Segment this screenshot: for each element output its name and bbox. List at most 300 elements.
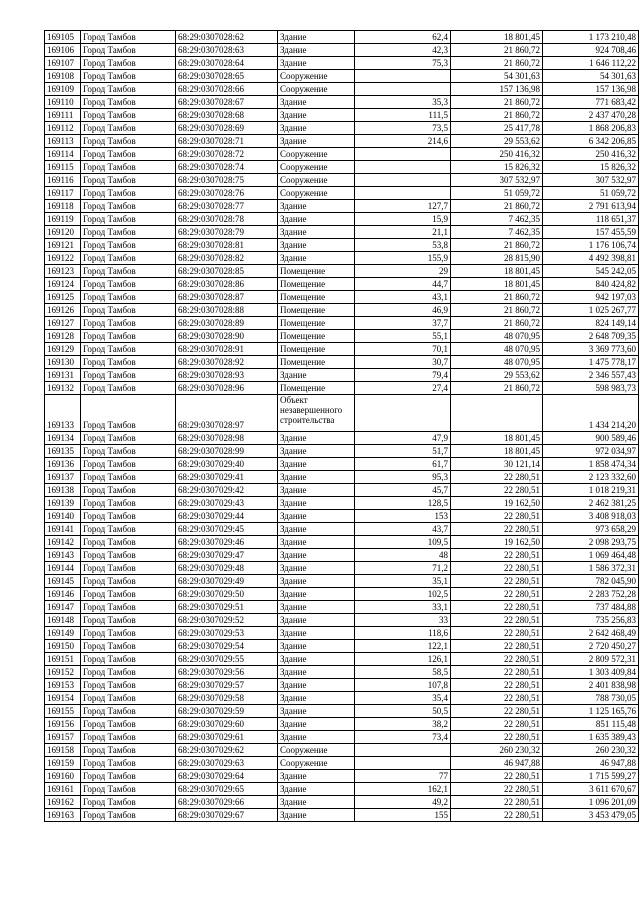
object-type-cell: Сооружение — [278, 757, 355, 770]
object-type-cell: Сооружение — [278, 744, 355, 757]
cadastral-value-cell: 840 424,82 — [543, 278, 639, 291]
row-number-cell: 169158 — [45, 744, 81, 757]
specific-value-cell: 54 301,63 — [451, 70, 543, 83]
city-name-cell: Город Тамбов — [81, 510, 176, 523]
specific-value-cell: 21 860,72 — [451, 317, 543, 330]
table-body — [45, 31, 639, 822]
object-type-cell: Здание — [278, 44, 355, 57]
cadastral-number-cell: 68:29:0307029:59 — [176, 705, 278, 718]
cadastral-number-cell: 68:29:0307028:93 — [176, 369, 278, 382]
cadastral-value-cell: 737 484,88 — [543, 601, 639, 614]
cadastral-number-cell: 68:29:0307028:78 — [176, 213, 278, 226]
specific-value-cell: 21 860,72 — [451, 200, 543, 213]
object-type-cell: Здание — [278, 31, 355, 44]
row-number-cell: 169136 — [45, 458, 81, 471]
specific-value-cell: 29 553,62 — [451, 135, 543, 148]
cadastral-value-cell: 924 708,46 — [543, 44, 639, 57]
object-type-cell: Здание — [278, 627, 355, 640]
city-name-cell: Город Тамбов — [81, 809, 176, 822]
specific-value-cell: 48 070,95 — [451, 343, 543, 356]
specific-value-cell: 21 860,72 — [451, 57, 543, 70]
cadastral-value-cell: 782 045,90 — [543, 575, 639, 588]
specific-value-cell: 22 280,51 — [451, 471, 543, 484]
cadastral-value-cell: 157 455,59 — [543, 226, 639, 239]
cadastral-number-cell: 68:29:0307028:91 — [176, 343, 278, 356]
cadastral-value-cell: 1 646 112,22 — [543, 57, 639, 70]
object-type-cell: Здание — [278, 484, 355, 497]
table-row — [45, 666, 639, 679]
city-name-cell: Город Тамбов — [81, 174, 176, 187]
row-number-cell: 169156 — [45, 718, 81, 731]
table-row — [45, 148, 639, 161]
area-value-cell: 45,7 — [355, 484, 451, 497]
object-type-cell: Помещение — [278, 343, 355, 356]
specific-value-cell: 18 801,45 — [451, 31, 543, 44]
row-number-cell: 169113 — [45, 135, 81, 148]
object-type-cell: Здание — [278, 510, 355, 523]
specific-value-cell: 28 815,90 — [451, 252, 543, 265]
cadastral-number-cell: 68:29:0307029:49 — [176, 575, 278, 588]
city-name-cell: Город Тамбов — [81, 757, 176, 770]
cadastral-value-cell: 46 947,88 — [543, 757, 639, 770]
area-value-cell — [355, 148, 451, 161]
city-name-cell: Город Тамбов — [81, 601, 176, 614]
cadastral-value-cell: 1 018 219,31 — [543, 484, 639, 497]
city-name-cell: Город Тамбов — [81, 653, 176, 666]
row-number-cell: 169123 — [45, 265, 81, 278]
city-name-cell: Город Тамбов — [81, 614, 176, 627]
city-name-cell: Город Тамбов — [81, 70, 176, 83]
cadastral-number-cell: 68:29:0307028:64 — [176, 57, 278, 70]
object-type-cell: Помещение — [278, 330, 355, 343]
object-type-cell: Здание — [278, 640, 355, 653]
cadastral-number-cell: 68:29:0307028:75 — [176, 174, 278, 187]
cadastral-number-cell: 68:29:0307029:47 — [176, 549, 278, 562]
city-name-cell: Город Тамбов — [81, 187, 176, 200]
cadastral-number-cell: 68:29:0307028:87 — [176, 291, 278, 304]
row-number-cell: 169130 — [45, 356, 81, 369]
row-number-cell: 169144 — [45, 562, 81, 575]
cadastral-value-cell: 2 401 838,98 — [543, 679, 639, 692]
cadastral-value-cell: 1 069 464,48 — [543, 549, 639, 562]
area-value-cell — [355, 83, 451, 96]
cadastral-number-cell: 68:29:0307029:50 — [176, 588, 278, 601]
city-name-cell: Город Тамбов — [81, 627, 176, 640]
table-row — [45, 83, 639, 96]
cadastral-value-cell: 3 369 773,60 — [543, 343, 639, 356]
object-type-cell: Здание — [278, 523, 355, 536]
row-number-cell: 169134 — [45, 432, 81, 445]
cadastral-value-cell: 250 416,32 — [543, 148, 639, 161]
table-row — [45, 627, 639, 640]
object-type-cell: Здание — [278, 200, 355, 213]
cadastral-number-cell: 68:29:0307028:68 — [176, 109, 278, 122]
cadastral-value-cell: 2 098 293,75 — [543, 536, 639, 549]
specific-value-cell: 22 280,51 — [451, 510, 543, 523]
cadastral-value-cell: 1 303 409,84 — [543, 666, 639, 679]
table-row — [45, 213, 639, 226]
specific-value-cell: 22 280,51 — [451, 731, 543, 744]
table-row — [45, 304, 639, 317]
cadastral-number-cell: 68:29:0307029:65 — [176, 783, 278, 796]
row-number-cell: 169140 — [45, 510, 81, 523]
cadastral-value-cell: 157 136,98 — [543, 83, 639, 96]
row-number-cell: 169127 — [45, 317, 81, 330]
city-name-cell: Город Тамбов — [81, 549, 176, 562]
specific-value-cell: 21 860,72 — [451, 304, 543, 317]
area-value-cell: 37,7 — [355, 317, 451, 330]
area-value-cell: 55,1 — [355, 330, 451, 343]
row-number-cell: 169108 — [45, 70, 81, 83]
cadastral-number-cell: 68:29:0307028:86 — [176, 278, 278, 291]
city-name-cell: Город Тамбов — [81, 731, 176, 744]
area-value-cell: 118,6 — [355, 627, 451, 640]
object-type-cell: Помещение — [278, 317, 355, 330]
cadastral-number-cell: 68:29:0307029:62 — [176, 744, 278, 757]
cadastral-number-cell: 68:29:0307029:41 — [176, 471, 278, 484]
object-type-cell: Здание — [278, 718, 355, 731]
specific-value-cell: 157 136,98 — [451, 83, 543, 96]
cadastral-number-cell: 68:29:0307028:98 — [176, 432, 278, 445]
cadastral-number-cell: 68:29:0307029:63 — [176, 757, 278, 770]
row-number-cell: 169120 — [45, 226, 81, 239]
row-number-cell: 169138 — [45, 484, 81, 497]
table-row — [45, 640, 639, 653]
cadastral-number-cell: 68:29:0307028:72 — [176, 148, 278, 161]
city-name-cell: Город Тамбов — [81, 356, 176, 369]
cadastral-number-cell: 68:29:0307028:88 — [176, 304, 278, 317]
cadastral-number-cell: 68:29:0307028:62 — [176, 31, 278, 44]
table-row — [45, 614, 639, 627]
table-row — [45, 70, 639, 83]
specific-value-cell: 21 860,72 — [451, 382, 543, 395]
area-value-cell — [355, 757, 451, 770]
row-number-cell: 169142 — [45, 536, 81, 549]
row-number-cell: 169116 — [45, 174, 81, 187]
cadastral-number-cell: 68:29:0307029:40 — [176, 458, 278, 471]
city-name-cell: Город Тамбов — [81, 783, 176, 796]
cadastral-value-cell: 2 123 332,60 — [543, 471, 639, 484]
specific-value-cell: 22 280,51 — [451, 653, 543, 666]
city-name-cell: Город Тамбов — [81, 44, 176, 57]
cadastral-number-cell: 68:29:0307029:48 — [176, 562, 278, 575]
area-value-cell: 50,5 — [355, 705, 451, 718]
city-name-cell: Город Тамбов — [81, 395, 176, 432]
city-name-cell: Город Тамбов — [81, 705, 176, 718]
object-type-cell: Помещение — [278, 304, 355, 317]
object-type-cell: Здание — [278, 497, 355, 510]
row-number-cell: 169161 — [45, 783, 81, 796]
area-value-cell: 47,9 — [355, 432, 451, 445]
row-number-cell: 169143 — [45, 549, 81, 562]
table-row — [45, 601, 639, 614]
object-type-cell: Сооружение — [278, 148, 355, 161]
object-type-cell: Здание — [278, 692, 355, 705]
city-name-cell: Город Тамбов — [81, 304, 176, 317]
table-row — [45, 317, 639, 330]
area-value-cell: 33,1 — [355, 601, 451, 614]
table-row — [45, 96, 639, 109]
specific-value-cell: 22 280,51 — [451, 679, 543, 692]
city-name-cell: Город Тамбов — [81, 562, 176, 575]
object-type-cell: Здание — [278, 614, 355, 627]
specific-value-cell: 21 860,72 — [451, 291, 543, 304]
area-value-cell: 73,4 — [355, 731, 451, 744]
row-number-cell: 169147 — [45, 601, 81, 614]
specific-value-cell: 22 280,51 — [451, 809, 543, 822]
city-name-cell: Город Тамбов — [81, 278, 176, 291]
object-type-cell: Здание — [278, 445, 355, 458]
cadastral-value-cell: 2 462 381,25 — [543, 497, 639, 510]
cadastral-value-cell: 2 283 752,28 — [543, 588, 639, 601]
area-value-cell: 155,9 — [355, 252, 451, 265]
cadastral-number-cell: 68:29:0307028:71 — [176, 135, 278, 148]
table-row — [45, 484, 639, 497]
object-type-cell: Сооружение — [278, 70, 355, 83]
table-row — [45, 796, 639, 809]
area-value-cell: 111,5 — [355, 109, 451, 122]
row-number-cell: 169109 — [45, 83, 81, 96]
cadastral-number-cell: 68:29:0307028:65 — [176, 70, 278, 83]
city-name-cell: Город Тамбов — [81, 330, 176, 343]
cadastral-number-cell: 68:29:0307028:90 — [176, 330, 278, 343]
area-value-cell: 61,7 — [355, 458, 451, 471]
object-type-cell: Здание — [278, 588, 355, 601]
row-number-cell: 169129 — [45, 343, 81, 356]
specific-value-cell: 22 280,51 — [451, 783, 543, 796]
object-type-cell: Здание — [278, 562, 355, 575]
specific-value-cell: 18 801,45 — [451, 432, 543, 445]
cadastral-number-cell: 68:29:0307028:63 — [176, 44, 278, 57]
cadastral-value-cell: 1 635 389,43 — [543, 731, 639, 744]
object-type-cell: Помещение — [278, 382, 355, 395]
cadastral-number-cell: 68:29:0307029:67 — [176, 809, 278, 822]
specific-value-cell: 22 280,51 — [451, 562, 543, 575]
row-number-cell: 169141 — [45, 523, 81, 536]
area-value-cell: 102,5 — [355, 588, 451, 601]
table-row — [45, 471, 639, 484]
city-name-cell: Город Тамбов — [81, 588, 176, 601]
object-type-cell: Здание — [278, 239, 355, 252]
area-value-cell — [355, 161, 451, 174]
table-row — [45, 731, 639, 744]
area-value-cell: 75,3 — [355, 57, 451, 70]
specific-value-cell: 7 462,35 — [451, 226, 543, 239]
cadastral-number-cell: 68:29:0307028:99 — [176, 445, 278, 458]
cadastral-number-cell: 68:29:0307029:61 — [176, 731, 278, 744]
object-type-cell: Здание — [278, 796, 355, 809]
specific-value-cell: 7 462,35 — [451, 213, 543, 226]
table-row — [45, 458, 639, 471]
city-name-cell: Город Тамбов — [81, 679, 176, 692]
cadastral-number-cell: 68:29:0307029:54 — [176, 640, 278, 653]
area-value-cell: 53,8 — [355, 239, 451, 252]
table-row — [45, 174, 639, 187]
cadastral-value-cell: 307 532,97 — [543, 174, 639, 187]
table-row — [45, 718, 639, 731]
row-number-cell: 169154 — [45, 692, 81, 705]
row-number-cell: 169112 — [45, 122, 81, 135]
area-value-cell: 35,3 — [355, 96, 451, 109]
table-row — [45, 31, 639, 44]
table-row — [45, 757, 639, 770]
cadastral-number-cell: 68:29:0307028:76 — [176, 187, 278, 200]
row-number-cell: 169137 — [45, 471, 81, 484]
table-row — [45, 356, 639, 369]
area-value-cell — [355, 70, 451, 83]
cadastral-number-cell: 68:29:0307028:82 — [176, 252, 278, 265]
specific-value-cell: 19 162,50 — [451, 497, 543, 510]
city-name-cell: Город Тамбов — [81, 317, 176, 330]
specific-value-cell: 29 553,62 — [451, 369, 543, 382]
specific-value-cell: 22 280,51 — [451, 601, 543, 614]
row-number-cell: 169145 — [45, 575, 81, 588]
table-row — [45, 744, 639, 757]
area-value-cell: 30,7 — [355, 356, 451, 369]
row-number-cell: 169106 — [45, 44, 81, 57]
row-number-cell: 169148 — [45, 614, 81, 627]
specific-value-cell: 18 801,45 — [451, 278, 543, 291]
table-row — [45, 588, 639, 601]
row-number-cell: 169159 — [45, 757, 81, 770]
row-number-cell: 169139 — [45, 497, 81, 510]
table-row — [45, 653, 639, 666]
object-type-cell: Здание — [278, 705, 355, 718]
city-name-cell: Город Тамбов — [81, 239, 176, 252]
table-row — [45, 343, 639, 356]
cadastral-value-cell: 545 242,05 — [543, 265, 639, 278]
cadastral-value-cell: 735 256,83 — [543, 614, 639, 627]
area-value-cell: 62,4 — [355, 31, 451, 44]
object-type-cell: Здание — [278, 575, 355, 588]
area-value-cell: 128,5 — [355, 497, 451, 510]
cadastral-value-cell: 1 176 106,74 — [543, 239, 639, 252]
row-number-cell: 169135 — [45, 445, 81, 458]
cadastral-value-cell: 2 648 709,35 — [543, 330, 639, 343]
object-type-cell: Здание — [278, 369, 355, 382]
cadastral-value-cell: 6 342 206,85 — [543, 135, 639, 148]
row-number-cell: 169160 — [45, 770, 81, 783]
table-row — [45, 395, 639, 432]
specific-value-cell: 22 280,51 — [451, 614, 543, 627]
row-number-cell: 169119 — [45, 213, 81, 226]
area-value-cell: 33 — [355, 614, 451, 627]
cadastral-value-cell: 2 346 557,43 — [543, 369, 639, 382]
object-type-cell: Сооружение — [278, 174, 355, 187]
area-value-cell: 27,4 — [355, 382, 451, 395]
area-value-cell: 122,1 — [355, 640, 451, 653]
object-type-cell: Здание — [278, 770, 355, 783]
city-name-cell: Город Тамбов — [81, 83, 176, 96]
row-number-cell: 169105 — [45, 31, 81, 44]
row-number-cell: 169149 — [45, 627, 81, 640]
city-name-cell: Город Тамбов — [81, 796, 176, 809]
city-name-cell: Город Тамбов — [81, 96, 176, 109]
cadastral-value-cell: 1 173 210,48 — [543, 31, 639, 44]
city-name-cell: Город Тамбов — [81, 471, 176, 484]
cadastral-value-table — [44, 30, 639, 822]
cadastral-number-cell: 68:29:0307029:51 — [176, 601, 278, 614]
specific-value-cell: 260 230,32 — [451, 744, 543, 757]
cadastral-value-cell: 824 149,14 — [543, 317, 639, 330]
city-name-cell: Город Тамбов — [81, 432, 176, 445]
table-row — [45, 692, 639, 705]
table-row — [45, 57, 639, 70]
area-value-cell: 21,1 — [355, 226, 451, 239]
row-number-cell: 169133 — [45, 395, 81, 432]
table-row — [45, 445, 639, 458]
cadastral-number-cell: 68:29:0307028:81 — [176, 239, 278, 252]
table-row — [45, 809, 639, 822]
table-row — [45, 239, 639, 252]
specific-value-cell: 22 280,51 — [451, 523, 543, 536]
city-name-cell: Город Тамбов — [81, 666, 176, 679]
table-row — [45, 549, 639, 562]
specific-value-cell: 30 121,14 — [451, 458, 543, 471]
row-number-cell: 169162 — [45, 796, 81, 809]
table-row — [45, 252, 639, 265]
table-row — [45, 770, 639, 783]
cadastral-number-cell: 68:29:0307028:89 — [176, 317, 278, 330]
specific-value-cell: 22 280,51 — [451, 796, 543, 809]
specific-value-cell: 22 280,51 — [451, 705, 543, 718]
area-value-cell: 109,5 — [355, 536, 451, 549]
area-value-cell: 127,7 — [355, 200, 451, 213]
table-row — [45, 536, 639, 549]
area-value-cell: 42,3 — [355, 44, 451, 57]
table-row — [45, 44, 639, 57]
object-type-cell: Здание — [278, 731, 355, 744]
cadastral-number-cell: 68:29:0307028:96 — [176, 382, 278, 395]
table-row — [45, 265, 639, 278]
cadastral-number-cell: 68:29:0307029:60 — [176, 718, 278, 731]
row-number-cell: 169110 — [45, 96, 81, 109]
object-type-cell: Здание — [278, 96, 355, 109]
specific-value-cell: 22 280,51 — [451, 549, 543, 562]
cadastral-number-cell: 68:29:0307029:43 — [176, 497, 278, 510]
cadastral-value-cell: 1 096 201,09 — [543, 796, 639, 809]
table-row — [45, 109, 639, 122]
city-name-cell: Город Тамбов — [81, 109, 176, 122]
specific-value-cell: 15 826,32 — [451, 161, 543, 174]
cadastral-value-cell: 2 642 468,49 — [543, 627, 639, 640]
row-number-cell: 169121 — [45, 239, 81, 252]
area-value-cell — [355, 174, 451, 187]
area-value-cell: 43,1 — [355, 291, 451, 304]
object-type-cell: Здание — [278, 458, 355, 471]
area-value-cell: 35,4 — [355, 692, 451, 705]
object-type-cell: Здание — [278, 666, 355, 679]
object-type-cell: Помещение — [278, 291, 355, 304]
cadastral-number-cell: 68:29:0307028:77 — [176, 200, 278, 213]
row-number-cell: 169132 — [45, 382, 81, 395]
row-number-cell: 169114 — [45, 148, 81, 161]
object-type-cell: Здание — [278, 109, 355, 122]
object-type-cell: Помещение — [278, 278, 355, 291]
row-number-cell: 169122 — [45, 252, 81, 265]
row-number-cell: 169125 — [45, 291, 81, 304]
cadastral-value-cell: 2 809 572,31 — [543, 653, 639, 666]
city-name-cell: Город Тамбов — [81, 497, 176, 510]
city-name-cell: Город Тамбов — [81, 148, 176, 161]
city-name-cell: Город Тамбов — [81, 640, 176, 653]
object-type-cell: Здание — [278, 122, 355, 135]
cadastral-value-cell: 1 715 599,27 — [543, 770, 639, 783]
city-name-cell: Город Тамбов — [81, 382, 176, 395]
row-number-cell: 169157 — [45, 731, 81, 744]
row-number-cell: 169111 — [45, 109, 81, 122]
object-type-cell: Здание — [278, 135, 355, 148]
